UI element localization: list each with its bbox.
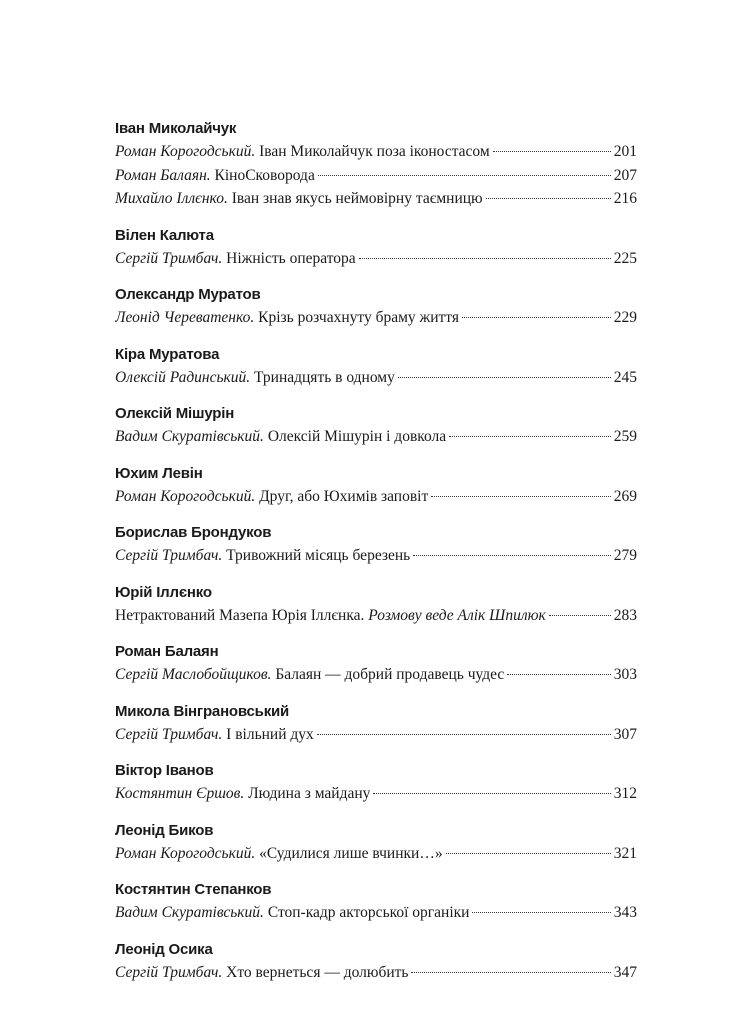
- entry-page-number: 279: [613, 547, 637, 564]
- toc-section: [115, 522, 637, 568]
- entry-title: Балаян — добрий продавець чудес: [275, 666, 505, 683]
- table-of-contents: [115, 118, 637, 998]
- entry-title: Друг, або Юхимів заповіт: [259, 487, 429, 505]
- entry-text: [115, 782, 370, 806]
- entry-page-number: 259: [613, 428, 637, 445]
- entry-title: І вільний дух: [226, 725, 314, 743]
- dot-leader: [486, 198, 611, 199]
- entry-author: Вадим Скуратівський.: [115, 904, 264, 921]
- entry-author: Леонід Череватенко.: [115, 309, 255, 326]
- entry-title: КіноСковорода: [214, 166, 315, 184]
- dot-leader: [462, 317, 611, 318]
- toc-entry[interactable]: [115, 247, 637, 271]
- entry-author: Роман Корогодський.: [115, 143, 256, 160]
- section-heading: Вілен Калюта: [115, 226, 214, 244]
- entry-page-number: 225: [613, 249, 637, 267]
- entry-text: [115, 164, 315, 188]
- toc-section: [115, 284, 637, 330]
- toc-section: [115, 582, 637, 628]
- entry-title: «Судилися лише вчинки…»: [259, 844, 443, 862]
- toc-entry[interactable]: [115, 961, 637, 985]
- entry-page-number: 201: [613, 143, 637, 160]
- section-heading: Іван Миколайчук: [115, 120, 237, 137]
- entry-title: Олексій Мішурін і довкола: [267, 428, 447, 445]
- section-heading: Олександр Муратов: [115, 286, 261, 303]
- entry-text: [115, 842, 443, 866]
- entry-author: Олексій Радинський.: [115, 368, 251, 386]
- section-heading: Леонід Биков: [115, 821, 214, 839]
- section-heading: Роман Балаян: [115, 643, 219, 660]
- entry-title: Тривожний місяць березень: [226, 547, 411, 564]
- entry-text: [115, 425, 446, 449]
- toc-section: [115, 939, 637, 985]
- toc-section: [115, 225, 637, 271]
- entry-title: Іван Миколайчук поза іконостасом: [259, 143, 490, 160]
- entry-author: Костянтин Єршов.: [115, 785, 245, 802]
- dot-leader: [373, 793, 610, 794]
- toc-entry[interactable]: [115, 723, 637, 747]
- dot-leader: [411, 972, 610, 973]
- entry-page-number: 207: [613, 166, 637, 184]
- entry-author: Сергій Тримбач.: [115, 725, 223, 743]
- entry-page-number: 216: [613, 190, 637, 207]
- entry-page-number: 283: [613, 606, 637, 624]
- entry-page-number: 347: [613, 963, 637, 981]
- entry-title: Нетрактований Мазепа Юрія Іллєнка.: [115, 606, 365, 624]
- entry-text: [115, 723, 314, 747]
- dot-leader: [317, 734, 611, 735]
- entry-page-number: 245: [613, 368, 637, 386]
- entry-title: Ніжність оператора: [226, 249, 356, 267]
- dot-leader: [431, 496, 610, 497]
- entry-text: [115, 306, 459, 330]
- toc-entry[interactable]: [115, 425, 637, 449]
- toc-entry[interactable]: [115, 544, 637, 568]
- entry-author: Роман Балаян.: [115, 166, 211, 184]
- section-heading: Віктор Іванов: [115, 762, 214, 779]
- dot-leader: [493, 151, 611, 152]
- section-heading: Кіра Муратова: [115, 345, 220, 363]
- toc-section: [115, 879, 637, 925]
- entry-author: Сергій Тримбач.: [115, 547, 223, 564]
- entry-text: [115, 140, 490, 164]
- toc-entry[interactable]: [115, 782, 637, 806]
- entry-author: Роман Корогодський.: [115, 487, 256, 505]
- toc-section: [115, 820, 637, 866]
- entry-page-number: 321: [613, 844, 637, 862]
- toc-entry[interactable]: [115, 663, 637, 687]
- toc-section: [115, 701, 637, 747]
- entry-text: [115, 604, 546, 628]
- section-heading: Олексій Мішурін: [115, 405, 235, 422]
- entry-title: Іван знав якусь неймовірну таємницю: [231, 190, 483, 207]
- dot-leader: [549, 615, 611, 616]
- toc-entry[interactable]: [115, 604, 637, 628]
- dot-leader: [507, 674, 610, 675]
- dot-leader: [318, 175, 611, 176]
- entry-page-number: 269: [613, 487, 637, 505]
- entry-page-number: 312: [613, 785, 637, 802]
- toc-entry[interactable]: [115, 485, 637, 509]
- entry-title: Крізь розчахнуту браму життя: [258, 309, 459, 326]
- toc-entry[interactable]: [115, 901, 637, 925]
- entry-text: [115, 663, 504, 687]
- entry-interviewer: Розмову веде Алік Шпилюк: [368, 606, 546, 624]
- entry-page-number: 307: [613, 725, 637, 743]
- entry-text: [115, 366, 395, 390]
- entry-page-number: 343: [613, 904, 637, 921]
- toc-entry[interactable]: [115, 366, 637, 390]
- toc-section: [115, 118, 637, 211]
- entry-title: Тринадцять в одному: [254, 368, 395, 386]
- entry-text: [115, 485, 428, 509]
- section-heading: Юхим Левін: [115, 464, 203, 482]
- toc-entry[interactable]: [115, 164, 637, 188]
- dot-leader: [398, 377, 611, 378]
- toc-section: [115, 760, 637, 806]
- toc-entry[interactable]: [115, 306, 637, 330]
- toc-entry[interactable]: [115, 842, 637, 866]
- entry-author: Роман Корогодський.: [115, 844, 256, 862]
- toc-section: [115, 641, 637, 687]
- dot-leader: [449, 436, 611, 437]
- section-heading: Юрій Іллєнко: [115, 583, 212, 601]
- entry-text: [115, 247, 356, 271]
- entry-author: Сергій Тримбач.: [115, 249, 223, 267]
- dot-leader: [413, 555, 611, 556]
- entry-text: [115, 961, 408, 985]
- dot-leader: [359, 258, 611, 259]
- dot-leader: [446, 853, 611, 854]
- entry-title: Людина з майдану: [248, 785, 371, 802]
- entry-page-number: 303: [613, 666, 637, 683]
- entry-author: Сергій Тримбач.: [115, 963, 223, 981]
- entry-author: Сергій Маслобойщиков.: [115, 666, 272, 683]
- entry-page-number: 229: [613, 309, 637, 326]
- entry-author: Михайло Іллєнко.: [115, 190, 228, 207]
- toc-entry[interactable]: [115, 140, 637, 164]
- entry-text: [115, 901, 469, 925]
- entry-author: Вадим Скуратівський.: [115, 428, 264, 445]
- toc-section: [115, 344, 637, 390]
- section-heading: Костянтин Степанков: [115, 881, 272, 898]
- dot-leader: [472, 912, 610, 913]
- entry-title: Хто вернеться — долюбить: [226, 963, 409, 981]
- section-heading: Леонід Осика: [115, 940, 213, 958]
- entry-text: [115, 187, 483, 211]
- toc-entry[interactable]: [115, 187, 637, 211]
- entry-text: [115, 544, 410, 568]
- toc-section: [115, 463, 637, 509]
- section-heading: Микола Вінграновський: [115, 702, 290, 720]
- toc-section: [115, 403, 637, 449]
- section-heading: Борислав Брондуков: [115, 524, 272, 541]
- entry-title: Стоп-кадр акторської органіки: [267, 904, 470, 921]
